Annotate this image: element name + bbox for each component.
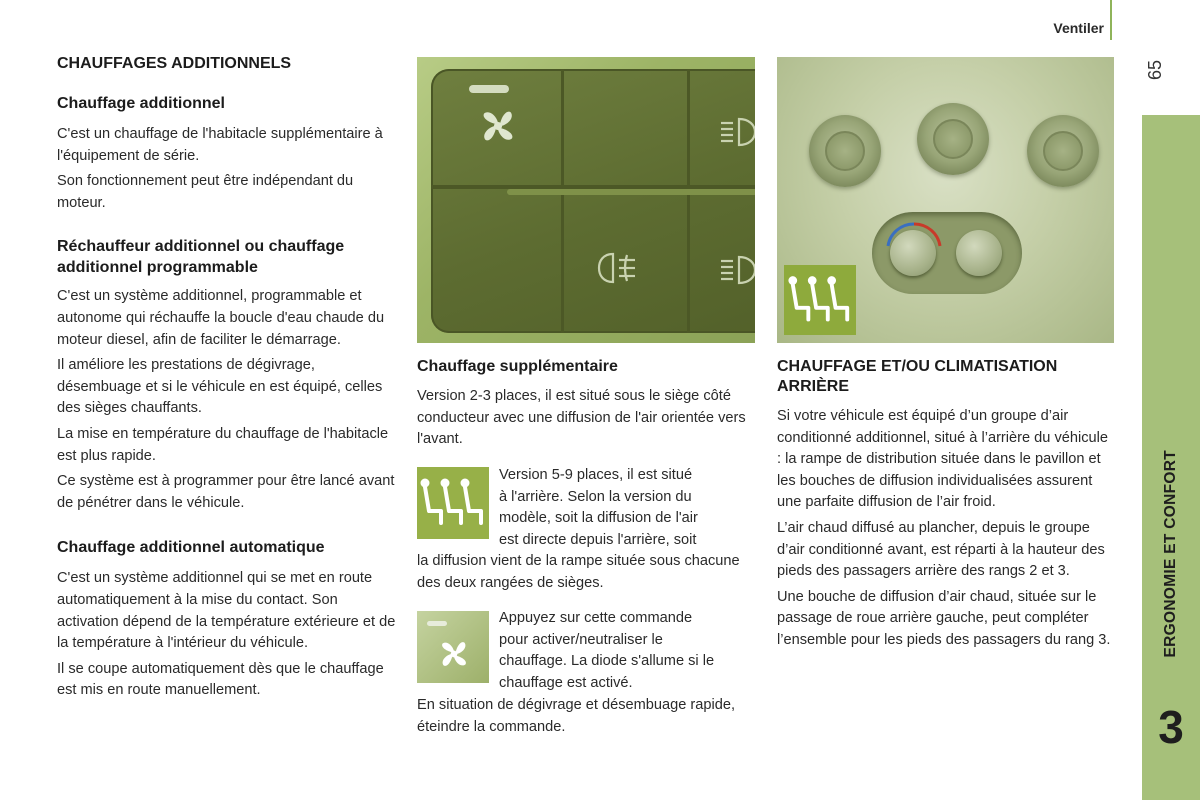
paragraph: Ce système est à programmer pour être lancé avant de pénétrer dans le véhicule. [57,473,395,511]
header-divider [1110,0,1112,40]
paragraph: La mise en température du chauffage de l'habitacle est plus rapide. [57,425,389,464]
panel-divider [687,69,690,333]
right-column [777,357,1117,656]
section-heading: CHAUFFAGES ADDITIONNELS [57,55,292,72]
paragraph: L’air chaud diffusé au plancher, depuis le groupe d’air conditionné avant, est réparti à la hauteur des pieds des passagers arrière des rangs 2 et 3. [777,519,1105,580]
panel-trim [507,189,755,195]
paragraph: Une bouche de diffusion d’air chaud, située sur le passage de roue arrière gauche, peut compléter l’ensemble pour les pieds des passagers du rang 3. [777,588,1111,648]
subsection-title: Chauffage additionnel automatique [57,539,325,557]
subsection-title: Réchauffeur additionnel ou chauffage additionnel programmable [57,238,345,277]
paragraph: Version 2-3 places, il est situé sous le siège côté conducteur avec une diffusion de l'air orientée vers l'avant. [417,388,746,448]
running-header: Ventiler [1053,20,1104,36]
text-line: à l'arrière. Selon la version du [499,488,692,505]
text-line: pour activer/neutraliser le [499,631,663,648]
rear-vents-photo [777,57,1114,343]
subsection-title: Chauffage supplémentaire [417,358,618,375]
air-vent [917,103,989,175]
paragraph: En situation de dégivrage et désembuage rapide, éteindre la commande. [417,697,736,735]
headlight-adjust-icon [717,115,755,149]
panel-led [469,85,509,93]
paragraph: Son fonctionnement peut être indépendant du moteur. [57,173,354,211]
text-line: chauffage. La diode s'allume si le [499,653,715,670]
fog-light-icon [597,251,645,285]
control-panel-photo [417,57,755,343]
paragraph: C'est un système additionnel, programmable et autonome qui réchauffe la boucle d'eau chaude du moteur diesel, afin de faciliter le démarrage. [57,288,385,348]
temperature-scale [882,220,946,250]
rear-seats-icon [784,265,856,335]
led-indicator [427,621,447,626]
control-knob-housing [872,212,1022,294]
page-number: 65 [1145,59,1165,81]
fan-speed-knob [956,230,1002,276]
paragraph: Il se coupe automatiquement dès que le chauffage est mis en route manuellement. [57,660,384,699]
middle-column [417,357,757,455]
paragraph: C'est un chauffage de l'habitacle supplémentaire à l'équipement de série. [57,126,383,164]
seat-note-beside [499,465,749,551]
rear-seats-icon [417,467,489,539]
left-column [57,54,397,706]
subsection-title: CHAUFFAGE ET/OU CLIMATISATION ARRIÈRE [777,358,1058,395]
text-line: modèle, soit la diffusion de l'air [499,510,698,527]
paragraph: la diffusion vient de la rampe située sous chacune des deux rangées de sièges. [417,553,740,591]
heating-button-icon [417,611,489,683]
subsection-title: Chauffage additionnel [57,95,225,112]
paragraph: Si votre véhicule est équipé d’un groupe d’air conditionné additionnel, situé à l’arrière du véhicule : la rampe de distribution située dans le pavillon et les bouches de diffusion individualisées assurent une parfaite diffusion de l’air froid. [777,408,1109,511]
chapter-number: 3 [1158,701,1184,753]
fan-icon [475,103,521,149]
button-note-beside [499,608,759,694]
text-line: chauffage est activé. [499,674,633,691]
paragraph: Il améliore les prestations de dégivrage, désembuage et si le véhicule en est équipé, celles des sièges chauffants. [57,357,383,417]
chapter-title: ERGONOMIE ET CONFORT [1162,450,1179,658]
fan-icon [435,635,473,673]
text-line: Appuyez sur cette commande [499,610,693,626]
air-vent [1027,115,1099,187]
text-line: est directe depuis l'arrière, soit [499,531,697,548]
panel-divider [561,69,564,333]
text-line: Version 5-9 places, il est situé [499,467,693,483]
paragraph: C'est un système additionnel qui se met en route automatiquement à la mise du contact. Son activation dépend de la température extérieure et de la température à l'intérieur du véhicule. [57,570,396,652]
headlight-adjust-icon [717,253,755,287]
air-vent [809,115,881,187]
